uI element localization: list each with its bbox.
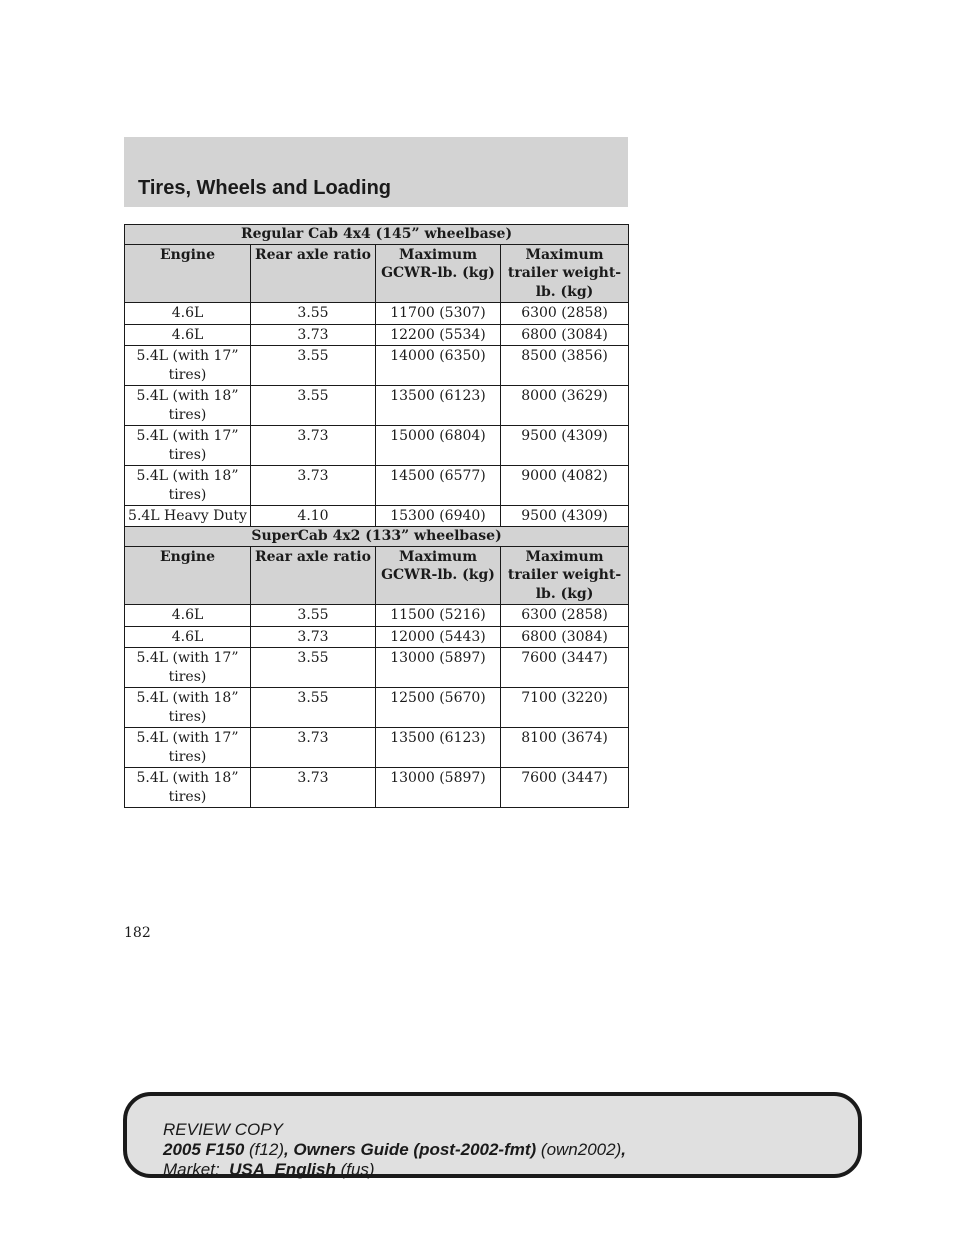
cell-axle-ratio: 3.73 [251,324,376,346]
header-engine: Engine [125,546,251,605]
table-header-row [125,244,629,303]
cell-trailer-weight: 9500 (4309) [501,506,629,528]
cell-engine: 5.4L (with 17” tires) [125,648,251,688]
cell-engine: 4.6L [125,324,251,346]
cell-axle-ratio: 3.73 [251,626,376,648]
cell-engine: 5.4L (with 18” tires) [125,466,251,506]
cell-engine: 4.6L [125,605,251,627]
cell-axle-ratio: 3.55 [251,303,376,325]
header-max-gcwr: Maximum GCWR-lb. (kg) [376,244,501,303]
cell-trailer-weight: 9000 (4082) [501,466,629,506]
cell-trailer-weight: 7600 (3447) [501,768,629,808]
cell-axle-ratio: 4.10 [251,506,376,528]
cell-axle-ratio: 3.73 [251,426,376,466]
header-engine: Engine [125,244,251,303]
table-row [125,728,629,768]
cell-gcwr: 14500 (6577) [376,466,501,506]
review-market: USA_English [229,1160,336,1179]
review-market-label: Market: [163,1160,230,1179]
cell-gcwr: 14000 (6350) [376,346,501,386]
cell-trailer-weight: 6300 (2858) [501,303,629,325]
section-header [124,137,628,207]
cell-trailer-weight: 8500 (3856) [501,346,629,386]
review-guide: , Owners Guide (post-2002-fmt) [283,1140,537,1159]
cell-engine: 5.4L (with 18” tires) [125,768,251,808]
review-line-1 [163,1120,626,1140]
cell-gcwr: 12500 (5670) [376,688,501,728]
cell-axle-ratio: 3.73 [251,728,376,768]
review-copy-box [123,1092,862,1178]
table-row [125,466,629,506]
cell-trailer-weight: 8000 (3629) [501,386,629,426]
table-row [125,303,629,325]
cell-trailer-weight: 8100 (3674) [501,728,629,768]
cell-axle-ratio: 3.55 [251,648,376,688]
review-line-3 [163,1160,626,1180]
table-title: SuperCab 4x2 (133” wheelbase) [125,527,629,547]
cell-engine: 5.4L (with 18” tires) [125,688,251,728]
table-row [125,506,629,528]
cell-axle-ratio: 3.73 [251,466,376,506]
table-row [125,605,629,627]
cell-gcwr: 13000 (5897) [376,648,501,688]
cell-engine: 5.4L (with 17” tires) [125,346,251,386]
cell-trailer-weight: 7600 (3447) [501,648,629,688]
cell-gcwr: 11500 (5216) [376,605,501,627]
review-comma: , [621,1140,626,1159]
header-max-gcwr: Maximum GCWR-lb. (kg) [376,546,501,605]
header-max-trailer-weight: Maximum trailer weight-lb. (kg) [501,546,629,605]
table-row [125,426,629,466]
cell-gcwr: 12200 (5534) [376,324,501,346]
table-row [125,768,629,808]
review-copy-label: REVIEW COPY [163,1120,283,1139]
cell-trailer-weight: 6800 (3084) [501,626,629,648]
section-title: Tires, Wheels and Loading [138,177,392,199]
cell-trailer-weight: 6800 (3084) [501,324,629,346]
cell-axle-ratio: 3.55 [251,605,376,627]
review-model: 2005 F150 [163,1140,245,1159]
header-max-trailer-weight: Maximum trailer weight-lb. (kg) [501,244,629,303]
cell-trailer-weight: 7100 (3220) [501,688,629,728]
cell-gcwr: 13500 (6123) [376,728,501,768]
table-header-row [125,546,629,605]
review-line-2 [163,1140,626,1160]
table-row [125,688,629,728]
cell-trailer-weight: 9500 (4309) [501,426,629,466]
table-row [125,324,629,346]
cell-gcwr: 13500 (6123) [376,386,501,426]
cell-engine: 4.6L [125,303,251,325]
cell-axle-ratio: 3.55 [251,386,376,426]
cell-gcwr: 15000 (6804) [376,426,501,466]
cell-trailer-weight: 6300 (2858) [501,605,629,627]
table-row [125,386,629,426]
cell-gcwr: 15300 (6940) [376,506,501,528]
cell-engine: 4.6L [125,626,251,648]
page-number: 182 [124,925,151,941]
review-guide-code: (own2002) [536,1140,622,1159]
table-row [125,626,629,648]
table-title-row [125,225,629,245]
header-rear-axle-ratio: Rear axle ratio [251,546,376,605]
table-title-row [125,527,629,547]
table-row [125,346,629,386]
review-model-code: (f12) [244,1140,284,1159]
review-copy-text [163,1120,626,1180]
cell-axle-ratio: 3.55 [251,346,376,386]
towing-table-regular-cab [124,224,629,528]
cell-gcwr: 13000 (5897) [376,768,501,808]
cell-engine: 5.4L Heavy Duty [125,506,251,528]
cell-gcwr: 11700 (5307) [376,303,501,325]
cell-engine: 5.4L (with 17” tires) [125,728,251,768]
cell-gcwr: 12000 (5443) [376,626,501,648]
table-row [125,648,629,688]
cell-engine: 5.4L (with 17” tires) [125,426,251,466]
table-title: Regular Cab 4x4 (145” wheelbase) [125,225,629,245]
cell-axle-ratio: 3.73 [251,768,376,808]
towing-table-supercab [124,526,629,808]
cell-axle-ratio: 3.55 [251,688,376,728]
cell-engine: 5.4L (with 18” tires) [125,386,251,426]
header-rear-axle-ratio: Rear axle ratio [251,244,376,303]
review-market-code: (fus) [335,1160,375,1179]
